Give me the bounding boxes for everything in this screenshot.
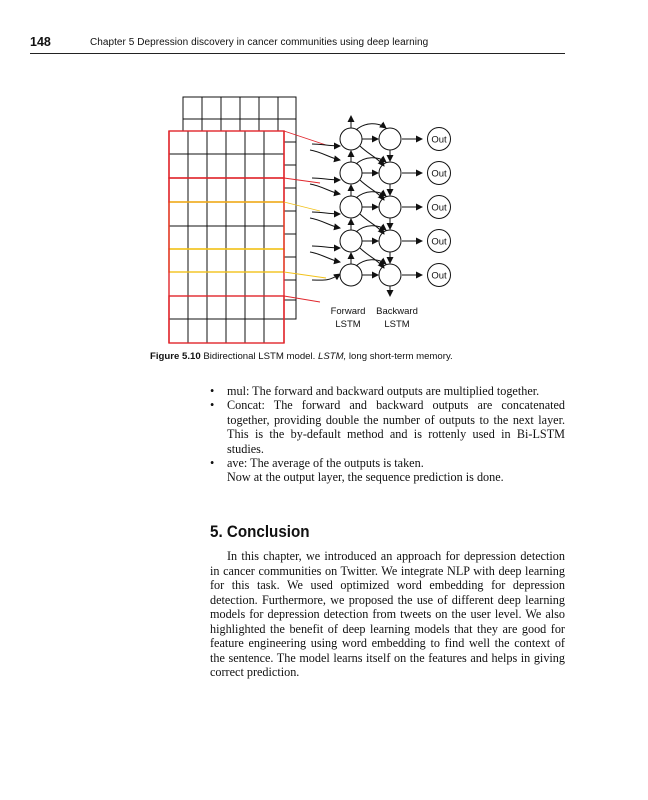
backward-lstm-label: Backward xyxy=(376,306,418,317)
backward-node-4 xyxy=(379,230,401,252)
forward-node-4 xyxy=(340,230,362,252)
bullet-icon: • xyxy=(210,456,215,471)
caption-abbr: LSTM, xyxy=(317,351,347,362)
section-title: 5. Conclusion xyxy=(210,523,310,541)
backward-node-2 xyxy=(379,162,401,184)
caption-label: Figure 5.10 xyxy=(150,351,201,362)
output-nodes xyxy=(428,128,451,287)
bullet-icon: • xyxy=(210,398,215,413)
bullet-list xyxy=(210,384,565,485)
out-label: Out xyxy=(431,202,447,214)
out-label: Out xyxy=(431,236,447,248)
caption-text: Bidirectional LSTM model. xyxy=(203,351,316,362)
list-item: • Concat: The forward and backward outputs are concatenated together, providing double the number of outputs to the next layer. This is the by-default method and is rottenly used in Bi-LSTM studies. xyxy=(210,398,565,456)
bilstm-diagram xyxy=(150,88,470,350)
forward-lstm-label: LSTM xyxy=(335,319,361,330)
backward-node-5 xyxy=(379,264,401,286)
caption-text: long short-term memory. xyxy=(348,351,453,362)
forward-node-1 xyxy=(340,128,362,150)
forward-node-2 xyxy=(340,162,362,184)
input-connectors xyxy=(284,131,326,302)
page-header xyxy=(30,33,565,54)
bullet-icon: • xyxy=(210,384,215,398)
figure-caption xyxy=(150,351,453,362)
backward-node-3 xyxy=(379,196,401,218)
backward-node-1 xyxy=(379,128,401,150)
forward-lstm-label: Forward xyxy=(330,306,366,317)
continuation-text: Now at the output layer, the sequence prediction is done. xyxy=(227,470,504,485)
input-arrows xyxy=(310,144,340,280)
page-number: 148 xyxy=(30,35,51,49)
list-item: • ave: The average of the outputs is taken. xyxy=(210,456,424,471)
out-label: Out xyxy=(431,168,447,180)
front-embedding-grid xyxy=(169,131,284,343)
running-head: Chapter 5 Depression discovery in cancer communities using deep learning xyxy=(90,37,429,48)
forward-node-5 xyxy=(340,264,362,286)
conclusion-paragraph: In this chapter, we introduced an approach for depression detection in cancer communities on Twitter. We integrate NLP with deep learning for this task. We used optimized word embedding for depression detection. Furthermore, we proposed the use of different deep learning models for depression detection from tweets on the user level. We also highlighted the benefit of deep learning models that they are good for feature engineering using word embedding to find well the context of the sentence. The model learns itself on the features and helps in giving correct prediction. xyxy=(210,549,565,679)
out-label: Out xyxy=(431,270,447,282)
bilstm-figure xyxy=(150,88,470,350)
backward-lstm-label: LSTM xyxy=(384,319,410,330)
list-item: • mul: The forward and backward outputs are multiplied together. xyxy=(210,384,540,398)
forward-node-3 xyxy=(340,196,362,218)
out-label: Out xyxy=(431,134,447,146)
